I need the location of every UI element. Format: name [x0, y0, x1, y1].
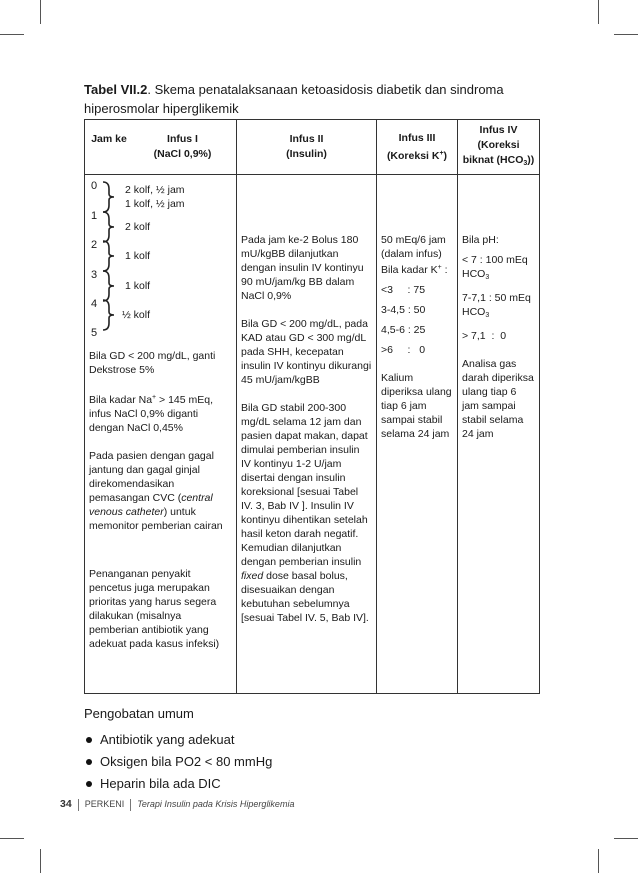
header-row [85, 120, 540, 175]
body-row [85, 175, 540, 694]
header-infus4-end: )) [527, 154, 535, 166]
bullet-icon [86, 781, 92, 787]
page-number: 34 [60, 798, 72, 810]
list-item-text: Antibiotik yang adekuat [100, 732, 235, 747]
fluid-schedule [89, 175, 232, 345]
infus2-stable-a: Bila GD stabil 200-300 mg/dL selama 12 jam dan pasien dapat makan, dapat dimulai pemberian insulin IV kontinyu 1-2 U/jam disertai dengan insulin koreksional [sesuai Tabel IV. 3, Bab IV ]. Insulin IV kontinyu dihentikan setelah hasil keton darah negatif. Kemudian dilanjutkan dengan pemberian insulin [241, 402, 368, 568]
crop-mark [614, 838, 638, 839]
infus3-kadar-b: : [441, 264, 448, 276]
brace-icon [101, 240, 117, 272]
list-item-text: Heparin bila ada DIC [100, 776, 221, 791]
infus3-monitor: Kalium diperiksa ulang tiap 6 jam sampai stabil selama 24 jam [381, 372, 452, 440]
caption-text: . Skema penatalaksanaan ketoasidosis diabetik dan sindroma hiperosmolar hiperglikemik [84, 82, 504, 116]
hour-1: 1 [91, 210, 98, 222]
header-infus3-sub [379, 146, 455, 164]
header-infus3-title: Infus III [398, 131, 436, 144]
header-infus2-title: Infus II [289, 133, 324, 145]
list-item [84, 773, 272, 795]
infus1-note-gd: Bila GD < 200 mg/dL, ganti Dekstrose 5% [89, 350, 216, 376]
header-infus4-sub2 [460, 153, 537, 171]
header-infus3-sup: + [439, 149, 444, 157]
infus2-stable-italic: fixed [241, 570, 264, 582]
hour-0: 0 [91, 180, 98, 192]
header-infus4-sub: (Koreksi [477, 139, 520, 151]
footer-divider [78, 799, 79, 811]
treatment-table [84, 119, 540, 694]
crop-mark [614, 34, 638, 35]
col-infus3 [377, 175, 458, 694]
infus1-note-na-b: > 145 mEq, infus NaCl 0,9% diganti dengan NaCl 0,45% [89, 394, 214, 434]
infus3-row: >6 : 0 [381, 344, 426, 356]
infus2-stable [241, 401, 372, 625]
list-item-text: Oksigen bila PO2 < 80 mmHg [100, 754, 273, 769]
infus4-row [462, 291, 535, 323]
infus3-row: <3 : 75 [381, 284, 426, 296]
general-title: Pengobatan umum [84, 706, 194, 721]
infus3-row: 4,5-6 : 25 [381, 324, 426, 336]
infus4-row-sub: 3 [485, 312, 490, 319]
hour-2: 2 [91, 239, 98, 251]
infus2-reduce: Bila GD < 200 mg/dL, pada KAD atau GD < 300 mg/dL pada SHH, kecepatan insulin IV kontinyu dikurangi 45 mU/jam/kgBB [241, 318, 372, 386]
header-infus4-sub2-text: biknat (HCO [462, 154, 524, 166]
caption-label: Tabel VII.2 [84, 82, 148, 97]
header-jam [85, 120, 237, 175]
bullet-icon [86, 759, 92, 765]
dose-label: 2 kolf [125, 221, 151, 233]
infus2-bolus: Pada jam ke-2 Bolus 180 mU/kgBB dilanjutkan dengan insulin IV kontinyu 90 mU/jam/kg BB dalam NaCl 0,9% [241, 234, 364, 302]
header-infus4-title: Infus IV [479, 124, 518, 136]
header-infus4 [458, 120, 540, 175]
list-item [84, 751, 272, 773]
crop-mark [40, 0, 41, 24]
general-treatment [84, 703, 272, 795]
infus4-row-text: < 7 : 100 mEq HCO [462, 254, 528, 280]
header-infus3 [377, 120, 458, 175]
footer-org: PERKENI [84, 799, 125, 809]
header-infus4-subscript: 3 [523, 160, 528, 167]
header-infus3-end: ) [443, 149, 448, 162]
dose-label: 2 kolf, ½ jam [125, 184, 185, 196]
infus4-row-text: 7-7,1 : 50 mEq HCO [462, 292, 531, 318]
hour-4: 4 [91, 298, 98, 310]
header-infus1-title: Infus I [167, 133, 198, 145]
crop-mark [598, 0, 599, 24]
brace-icon [101, 211, 117, 243]
infus1-note-pencetus: Penanganan penyakit pencetus juga merupakan prioritas yang harus segera dilakukan (misalnya pemberian antibiotik yang adekuat pada kasus infeksi) [89, 568, 220, 650]
crop-mark [40, 849, 41, 873]
header-jam-label: Jam ke [91, 133, 127, 145]
dose-label: 1 kolf [125, 280, 151, 292]
dose-label: ½ kolf [122, 309, 151, 321]
infus4-ph: Bila pH: [462, 234, 499, 246]
col-infus4 [458, 175, 540, 694]
col-infus1 [85, 175, 237, 694]
general-list [84, 729, 272, 795]
crop-mark [0, 34, 24, 35]
infus1-note-na-sup: + [152, 394, 157, 401]
header-infus3-sub-text: (Koreksi K [386, 149, 440, 162]
infus2-stable-b: dose basal bolus, disesuaikan dengan kebutuhan sebelumnya [sesuai Tabel IV. 5, Bab IV]. [241, 570, 369, 624]
crop-mark [0, 838, 24, 839]
header-infus1-sub: (NaCl 0,9%) [153, 148, 212, 160]
infus4-row [462, 253, 535, 285]
table-caption [84, 80, 554, 118]
infus1-note-cvc-a: Pada pasien dengan gagal jantung dan gagal ginjal direkomendasikan pemasangan CVC ( [89, 450, 214, 504]
brace-icon [101, 299, 117, 331]
dose-label: 1 kolf [125, 250, 151, 262]
hour-5: 5 [91, 327, 98, 339]
header-infus2 [237, 120, 377, 175]
infus3-kadar-a: Bila kadar K [381, 264, 438, 276]
infus3-dose: 50 mEq/6 jam (dalam infus) [381, 234, 446, 260]
infus1-note-cvc-italic: central venous catheter [89, 492, 213, 518]
infus1-note-na-a: Bila kadar Na [89, 394, 153, 406]
header-infus2-sub: (Insulin) [286, 148, 327, 160]
infus3-kadar-sup: + [437, 264, 442, 271]
infus1-note-na [89, 391, 232, 435]
footer-title: Terapi Insulin pada Krisis Hiperglikemia [137, 799, 295, 809]
infus1-note-cvc [89, 449, 232, 533]
brace-icon [101, 181, 117, 213]
infus4-monitor: Analisa gas darah diperiksa ulang tiap 6 jam sampai stabil selama 24 jam [462, 358, 534, 440]
brace-icon [101, 270, 117, 302]
list-item [84, 729, 272, 751]
infus1-note-cvc-b: ) untuk memonitor pemberian cairan [89, 506, 223, 532]
footer-divider [130, 799, 131, 811]
infus4-row-sub: 3 [485, 274, 490, 281]
infus3-kadar [381, 261, 453, 277]
infus4-row: > 7,1 : 0 [462, 330, 507, 342]
page-footer [60, 798, 294, 811]
infus3-row: 3-4,5 : 50 [381, 304, 426, 316]
dose-label: 1 kolf, ½ jam [125, 198, 185, 210]
crop-mark [598, 849, 599, 873]
hour-3: 3 [91, 269, 98, 281]
col-infus2 [237, 175, 377, 694]
bullet-icon [86, 737, 92, 743]
